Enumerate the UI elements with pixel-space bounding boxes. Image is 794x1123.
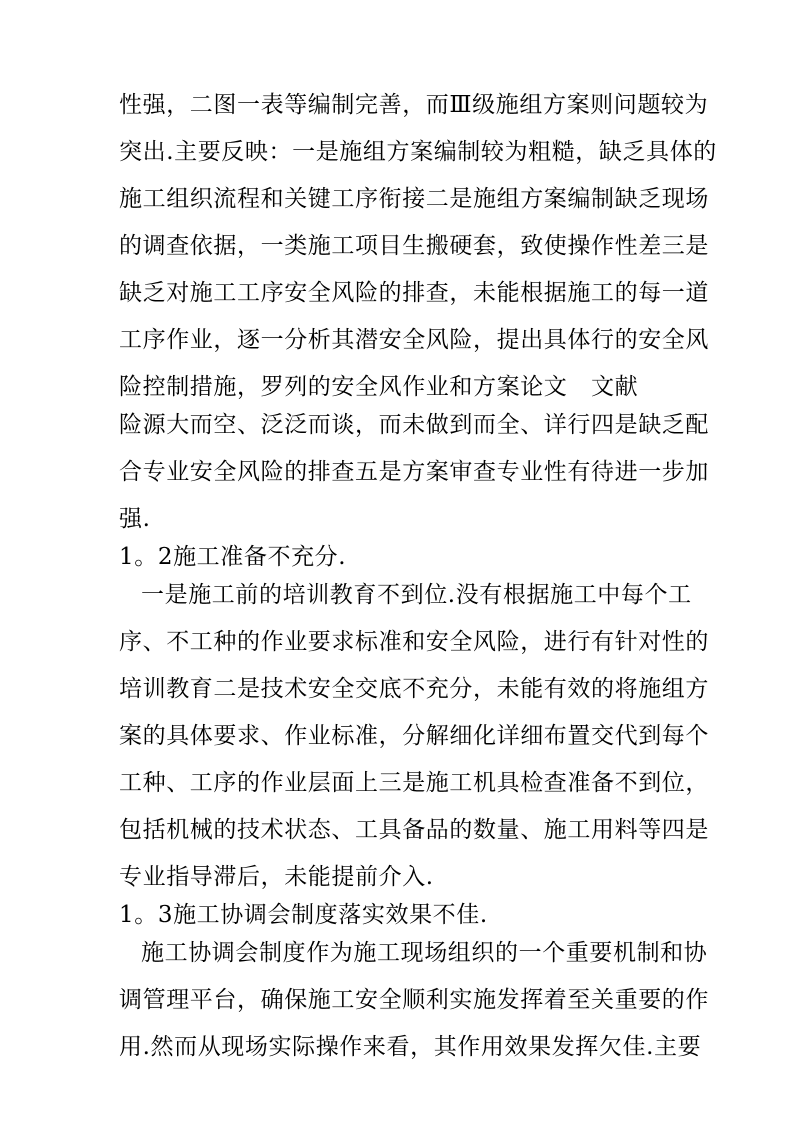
text-line: 强. [119,506,151,532]
text-line: 施工协调会制度作为施工现场组织的一个重要机制和协 [141,940,708,966]
text-line: 包括机械的技术状态、工具备品的数量、施工用料等四是 [119,817,709,843]
text-line: 突出.主要反映：一是施组方案编制较为粗糙，缺乏具体的 [119,139,717,165]
text-line: 险控制措施，罗列的安全风作业和方案论文 文献 [119,374,639,400]
text-line: 调管理平台，确保施工安全顺利实施发挥着至关重要的作 [119,987,709,1013]
text-line: 培训教育二是技术安全交底不充分，未能有效的将施组方 [119,676,709,702]
text-line: 工序作业，逐一分析其潜安全风险，提出具体行的安全风 [119,327,709,353]
text-line: 用.然而从现场实际操作来看，其作用效果发挥欠佳.主要 [119,1034,702,1060]
section-heading: 1。2施工准备不充分. [119,544,347,570]
text-line: 缺乏对施工工序安全风险的排查，未能根据施工的每一道 [119,280,709,306]
text-line: 工种、工序的作业层面上三是施工机具检查准备不到位， [119,770,709,796]
text-line: 性强，二图一表等编制完善，而Ⅲ级施组方案则问题较为 [119,92,709,118]
text-line: 施工组织流程和关键工序衔接二是施组方案编制缺乏现场 [119,186,709,212]
text-line: 险源大而空、泛泛而谈，而未做到而全、详行四是缺乏配 [119,412,709,438]
section-heading: 1。3施工协调会制度落实效果不佳. [119,902,488,928]
text-line: 案的具体要求、作业标准，分解细化详细布置交代到每个 [119,723,709,749]
text-line: 合专业安全风险的排查五是方案审查专业性有待进一步加 [119,459,709,485]
text-line: 序、不工种的作业要求标准和安全风险，进行有针对性的 [119,629,709,655]
text-line: 一是施工前的培训教育不到位.没有根据施工中每个工 [141,582,692,608]
text-line: 专业指导滞后，未能提前介入. [119,864,434,890]
text-line: 的调查依据，一类施工项目生搬硬套，致使操作性差三是 [119,233,709,259]
